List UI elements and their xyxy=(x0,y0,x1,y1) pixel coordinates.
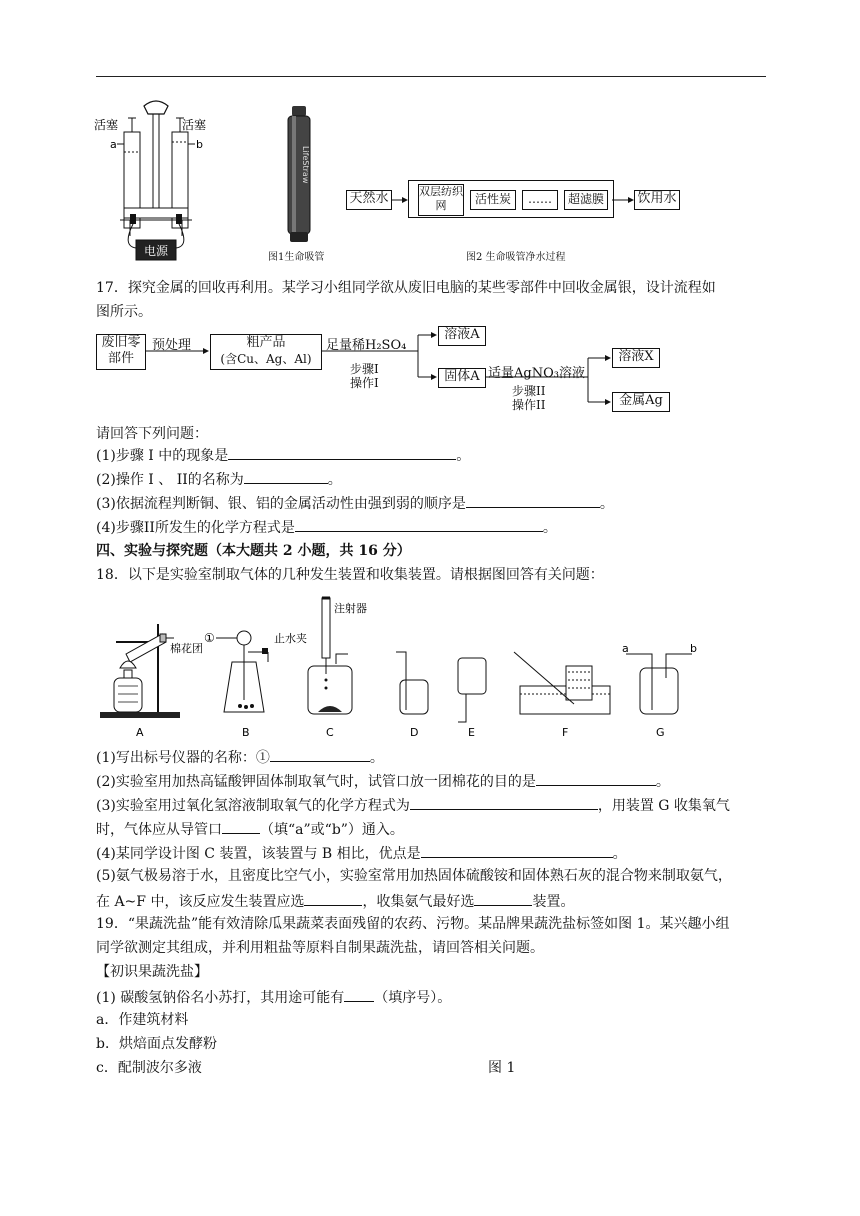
q17-intro-2: 图所示。 xyxy=(96,304,152,320)
q18-sub-4-text: (4)某同学设计图 C 装置，该装置与 B 相比，优点是 xyxy=(96,846,421,862)
q17-sub-3 xyxy=(96,492,614,514)
clamp-label: 止水夹 xyxy=(274,632,307,645)
flow-box-waste-parts: 废旧零部件 xyxy=(96,334,146,370)
q17-sub-2 xyxy=(96,468,342,490)
answer-blank[interactable] xyxy=(344,986,374,1002)
apparatus-g xyxy=(622,642,697,714)
q19-line-1: 19．“果蔬洗盐”能有效清除瓜果蔬菜表面残留的农药、污物。某品牌果蔬洗盐标签如图 1。某兴趣小组 xyxy=(96,916,730,932)
q18-sub-5-text-c: ，收集氨气最好选 xyxy=(362,894,475,910)
period: 。 xyxy=(456,448,471,464)
flow-crude-title: 粗产品 xyxy=(246,335,286,350)
g-tube-a: a xyxy=(622,642,629,655)
flow-crude-content: (含Cu、Ag、Al) xyxy=(220,352,312,366)
q18-sub-3-text-b: ，用装置 G 收集氧气 xyxy=(597,798,730,814)
q18-sub-3-text-c: 时，气体应从导管口 xyxy=(96,822,222,838)
label-a: A xyxy=(136,726,144,739)
cotton-label: 棉花团 xyxy=(170,642,203,655)
straw-brand: LifeStraw xyxy=(301,146,310,184)
q17-sub-4 xyxy=(96,516,557,538)
fig2-arrows xyxy=(390,190,640,212)
period: 。 xyxy=(369,750,384,766)
period: 。 xyxy=(599,496,614,512)
q18-intro: 18．以下是实验室制取气体的几种发生装置和收集装置。请根据图回答有关问题： xyxy=(96,567,604,583)
syringe-label: 注射器 xyxy=(334,602,367,615)
apparatus-e xyxy=(458,658,486,722)
label-b: B xyxy=(242,726,250,739)
flow-label-step1: 步骤I xyxy=(350,362,379,376)
q17-sub-2-text: (2)操作 I 、 II的名称为 xyxy=(96,472,244,488)
flow-label-agno3: 适量AgNO₃溶液 xyxy=(488,366,585,381)
q18-sub-5: (5)氨气极易溶于水，且密度比空气小，实验室常用加热固体硫酸铵和固体熟石灰的混合物来制取氨气， xyxy=(96,868,732,884)
answer-blank[interactable] xyxy=(304,890,362,906)
fig2-step-activated-carbon: 活性炭 xyxy=(470,190,516,210)
fig2-step-natural-water: 天然水 xyxy=(346,190,392,210)
fig2-step-uf-membrane: 超滤膜 xyxy=(564,190,608,210)
period: 。 xyxy=(327,472,342,488)
q17-intro-1: 17．探究金属的回收再利用。某学习小组同学欲从废旧电脑的某些零部件中回收金属银，设计流程如 xyxy=(96,280,716,296)
flow-box-solid-a: 固体A xyxy=(438,368,486,388)
q17-sub-4-text: (4)步骤II所发生的化学方程式是 xyxy=(96,520,295,536)
q19-sub-1-text-b: （填序号）。 xyxy=(374,990,452,1006)
answer-blank[interactable] xyxy=(228,444,456,460)
apparatus-a xyxy=(100,624,203,718)
apparatus-f xyxy=(514,652,610,714)
q17-sub-1 xyxy=(96,444,470,466)
flow-label-acid: 足量稀H₂SO₄ xyxy=(326,338,407,353)
life-straw xyxy=(270,106,330,246)
valve-right-label: 活塞 xyxy=(182,118,207,132)
fig2-caption: 图2 生命吸管净水过程 xyxy=(466,252,566,263)
q17-sub-3-text: (3)依据流程判断铜、银、铝的金属活动性由强到弱的顺序是 xyxy=(96,496,466,512)
q18-sub-3-text: (3)实验室用过氧化氢溶液制取氧气的化学方程式为 xyxy=(96,798,410,814)
answer-blank[interactable] xyxy=(474,890,532,906)
q18-sub-5-text-b: 在 A~F 中，该反应发生装置应选 xyxy=(96,894,305,910)
flow-box-metal-ag: 金属Ag xyxy=(612,392,670,412)
apparatus-d xyxy=(396,652,428,714)
answer-blank[interactable] xyxy=(222,818,260,834)
valve-left-label: 活塞 xyxy=(94,118,119,132)
electrolysis-apparatus xyxy=(92,96,212,264)
fig1-caption: 图1生命吸管 xyxy=(268,252,325,263)
flow-label-step2: 步骤II xyxy=(512,384,546,398)
answer-blank[interactable] xyxy=(270,746,370,762)
q18-sub-3 xyxy=(96,794,730,816)
q18-sub-4 xyxy=(96,842,627,864)
section-4-heading: 四、实验与探究题（本大题共 2 小题，共 16 分） xyxy=(96,543,411,559)
q18-sub-2-text: (2)实验室用加热高锰酸钾固体制取氧气时，试管口放一团棉花的目的是 xyxy=(96,774,536,790)
q17-prompt: 请回答下列问题： xyxy=(96,426,208,442)
period: 。 xyxy=(542,520,557,536)
answer-blank[interactable] xyxy=(295,516,543,532)
answer-blank[interactable] xyxy=(466,492,600,508)
answer-blank[interactable] xyxy=(410,794,598,810)
power-label: 电源 xyxy=(143,244,169,258)
q18-sub-1-text: (1)写出标号仪器的名称：① xyxy=(96,750,270,766)
fig2-step-textile-mesh: 双层纺织网 xyxy=(418,184,464,216)
flow-box-solution-x: 溶液X xyxy=(612,348,660,368)
answer-blank[interactable] xyxy=(536,770,656,786)
tube-a-label: a xyxy=(110,138,117,151)
flow-label-op2: 操作II xyxy=(512,398,546,412)
g-tube-b: b xyxy=(690,642,697,655)
label-f: F xyxy=(562,726,569,739)
q19-line-2: 同学欲测定其组成，并利用粗盐等原料自制果蔬洗盐，请回答相关问题。 xyxy=(96,940,544,956)
q19-sub-1-text: (1) 碳酸氢钠俗名小苏打，其用途可能有 xyxy=(96,990,345,1006)
label-g: G xyxy=(656,726,665,739)
flow-box-solution-a: 溶液A xyxy=(438,326,486,346)
label-c: C xyxy=(326,726,334,739)
fig2-step-ellipsis: …… xyxy=(522,190,558,210)
apparatus-c xyxy=(308,598,367,714)
answer-blank[interactable] xyxy=(421,842,613,858)
answer-blank[interactable] xyxy=(244,468,328,484)
label-e: E xyxy=(468,726,475,739)
q19-fig1-caption: 图 1 xyxy=(488,1060,516,1076)
q19-option-c: c．配制波尔多液 xyxy=(96,1060,202,1076)
q18-sub-2 xyxy=(96,770,670,792)
period: 。 xyxy=(612,846,627,862)
q18-sub-5-text-d: 装置。 xyxy=(532,894,575,910)
fig2-step-drinking-water: 饮用水 xyxy=(634,190,680,210)
flow-arrows xyxy=(96,320,676,420)
tube-b-label: b xyxy=(196,138,203,151)
q19-option-a: a．作建筑材料 xyxy=(96,1012,189,1028)
gas-apparatus-figure xyxy=(96,594,696,740)
q17-sub-1-text: (1)步骤 I 中的现象是 xyxy=(96,448,229,464)
label-d: D xyxy=(410,726,419,739)
period: 。 xyxy=(655,774,670,790)
header-rule xyxy=(96,76,766,77)
q18-sub-5-cont xyxy=(96,890,574,912)
apparatus-b xyxy=(204,631,307,712)
flow-label-pretreat: 预处理 xyxy=(152,338,192,353)
flow-label-op1: 操作I xyxy=(350,376,379,390)
q18-sub-1 xyxy=(96,746,384,768)
q18-sub-3-text-d: （填“a”或“b”）通入。 xyxy=(260,822,404,838)
q18-sub-3-cont xyxy=(96,818,404,840)
q19-option-b: b．烘焙面点发酵粉 xyxy=(96,1036,217,1052)
q19-section-title: 【初识果蔬洗盐】 xyxy=(96,964,208,980)
q19-sub-1 xyxy=(96,986,451,1008)
marker-1: ① xyxy=(204,631,215,645)
